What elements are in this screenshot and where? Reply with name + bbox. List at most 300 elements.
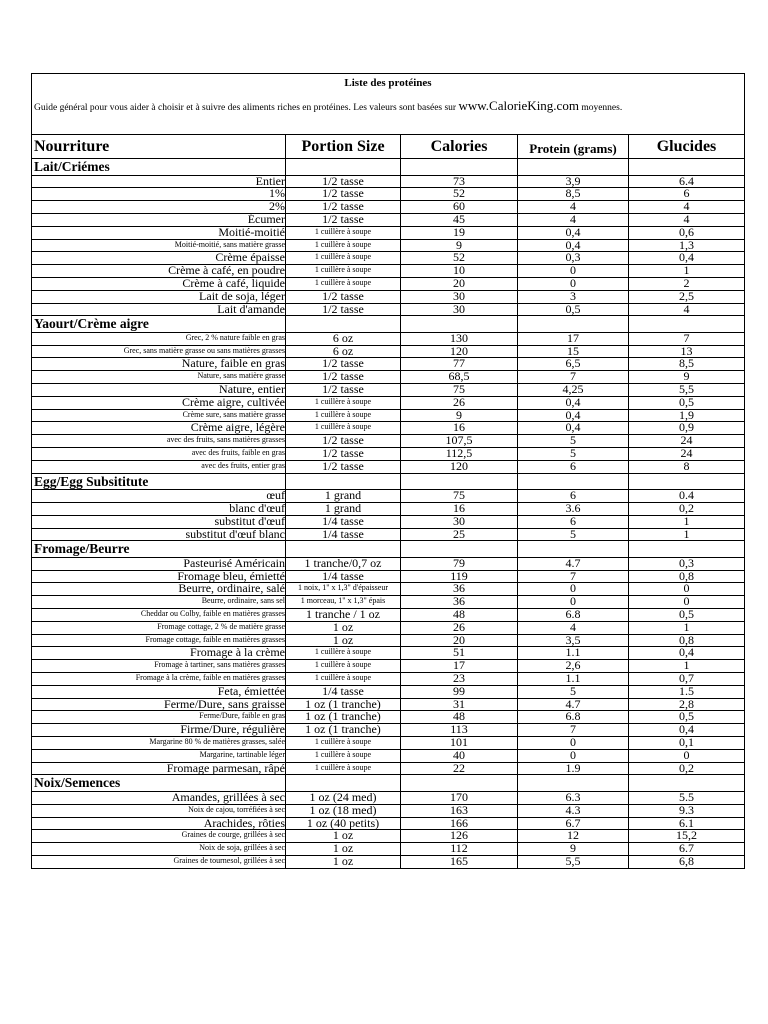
- protein-cell: 6.3: [565, 789, 581, 804]
- protein-cell: 0: [570, 263, 576, 278]
- carbs-cell: 1: [683, 263, 690, 278]
- portion-cell: 1 oz (40 petits): [306, 815, 380, 830]
- header-bottom-rule: [32, 158, 744, 159]
- portion-cell: 1 cuillère à soupe: [314, 226, 372, 236]
- protein-cell: 0,4: [565, 394, 581, 409]
- food-cell: Moitié-moitié: [218, 224, 285, 239]
- table-row: [32, 489, 744, 502]
- food-cell: avec des fruits, faible en gras: [191, 448, 285, 457]
- table-row: [32, 515, 744, 528]
- carbs-cell: 1.5: [679, 683, 694, 698]
- protein-cell: 2,6: [565, 658, 581, 673]
- table-row: [32, 557, 744, 570]
- portion-cell: 1/2 tasse: [322, 458, 364, 473]
- portion-cell: 1 oz (1 tranche): [305, 696, 381, 711]
- carbs-cell: 0,4: [679, 645, 694, 660]
- header-calories: Calories: [430, 138, 488, 155]
- carbs-cell: 0: [683, 747, 690, 762]
- calories-cell: 20: [453, 275, 465, 290]
- calories-cell: 45: [453, 211, 465, 226]
- portion-cell: 1 oz: [332, 841, 354, 856]
- carbs-cell: 6.1: [679, 815, 694, 830]
- portion-cell: 1 cuillère à soupe: [314, 409, 372, 419]
- table-row: [32, 646, 744, 659]
- protein-cell: 4: [570, 619, 576, 634]
- food-cell: Crème sure, sans matière grasse: [182, 409, 285, 419]
- protein-cell: 5: [570, 446, 576, 460]
- section-title: Noix/Semences: [34, 775, 121, 791]
- calories-cell: 130: [450, 330, 468, 345]
- calories-cell: 17: [453, 658, 465, 673]
- table-row: [32, 396, 744, 409]
- header-top-rule: [32, 134, 744, 135]
- table-row: [32, 213, 744, 226]
- carbs-cell: 1: [683, 526, 690, 541]
- carbs-cell: 0,2: [679, 500, 694, 515]
- carbs-cell: 24: [680, 433, 693, 448]
- table-row: [32, 303, 744, 316]
- table-row: [32, 460, 744, 473]
- protein-cell: 0: [570, 275, 576, 290]
- calories-cell: 126: [450, 828, 468, 843]
- food-cell: substitut d'œuf: [214, 513, 285, 528]
- table-row: [32, 239, 744, 252]
- carbs-cell: 8,5: [679, 356, 694, 371]
- calories-cell: 120: [450, 458, 468, 473]
- protein-cell: 4.7: [565, 696, 581, 711]
- header-portion: Portion Size: [301, 138, 385, 155]
- portion-cell: 6 oz: [332, 343, 354, 358]
- table-row: [32, 842, 744, 855]
- protein-cell: 1.1: [565, 645, 581, 660]
- table-row: [32, 698, 744, 711]
- table-row: [32, 710, 744, 723]
- protein-cell: 5: [570, 683, 576, 698]
- food-cell: Cheddar ou Colby, faible en matières grasses: [140, 609, 285, 618]
- portion-cell: 1 oz (18 med): [309, 802, 377, 817]
- food-cell: Arachides, rôties: [203, 815, 285, 830]
- calories-cell: 166: [450, 815, 468, 830]
- protein-cell: 3.6: [565, 500, 581, 515]
- protein-cell: 7: [570, 568, 576, 583]
- protein-cell: 6,5: [565, 356, 581, 371]
- carbs-cell: 6.4: [679, 173, 694, 188]
- calories-cell: 112: [450, 841, 468, 856]
- carbs-cell: 6: [683, 186, 690, 201]
- food-cell: Crème à café, en poudre: [168, 263, 285, 278]
- food-cell: Pasteurisé Américain: [183, 555, 285, 570]
- portion-cell: 1 cuillère à soupe: [314, 422, 372, 432]
- protein-cell: 5,5: [565, 853, 581, 868]
- calories-cell: 30: [453, 513, 465, 528]
- carbs-cell: 1: [683, 513, 690, 528]
- carbs-cell: 0.4: [679, 488, 694, 503]
- food-cell: Beurre, ordinaire, sans sel: [201, 596, 285, 606]
- food-cell: Nature, entier: [219, 382, 285, 396]
- carbs-cell: 4: [683, 211, 690, 226]
- food-cell: substitut d'œuf blanc: [185, 526, 285, 541]
- food-cell: Grec, 2 % nature faible en gras: [185, 332, 285, 342]
- calories-cell: 9: [456, 237, 462, 252]
- food-cell: Crème épaisse: [215, 250, 285, 265]
- carbs-cell: 13: [680, 343, 693, 358]
- carbs-cell: 0,9: [679, 420, 694, 435]
- food-cell: Grec, sans matière grasse ou sans matières grasses: [123, 345, 285, 355]
- food-cell: Crème à café, liquide: [182, 275, 285, 290]
- table-row: [32, 226, 744, 239]
- portion-cell: 1 cuillère à soupe: [314, 749, 372, 759]
- table-row: [32, 332, 744, 345]
- portion-cell: 1/2 tasse: [322, 288, 364, 303]
- food-cell: Crème aigre, légère: [190, 420, 285, 435]
- food-cell: Margarine 80 % de matières grasses, salée: [149, 737, 285, 746]
- carbs-cell: 0,8: [679, 568, 694, 583]
- calories-cell: 26: [453, 394, 465, 409]
- portion-cell: 1 morceau, 1" x 1,3" épais: [300, 596, 386, 606]
- portion-cell: 1 tranche / 1 oz: [306, 607, 380, 621]
- row-rule: [32, 868, 744, 869]
- protein-cell: 5: [570, 433, 576, 448]
- calories-cell: 112,5: [445, 446, 473, 460]
- table-row: [32, 502, 744, 515]
- table-row: [32, 409, 744, 422]
- portion-cell: 1 cuillère à soupe: [314, 673, 372, 682]
- food-cell: Ferme/Dure, faible en gras: [199, 711, 285, 721]
- portion-cell: 1/2 tasse: [322, 186, 364, 201]
- food-cell: Fromage à tartiner, sans matières grasses: [154, 660, 285, 670]
- table-row: [32, 357, 744, 370]
- calories-cell: 16: [453, 420, 465, 435]
- calories-cell: 52: [453, 250, 465, 265]
- calories-cell: 101: [450, 735, 468, 749]
- protein-cell: 6: [570, 458, 576, 473]
- table-row: [32, 582, 744, 595]
- column-rule: [285, 134, 286, 868]
- food-cell: Fromage à la crème: [190, 645, 285, 660]
- table-row: [32, 175, 744, 188]
- table-row: [32, 447, 744, 460]
- portion-cell: 1/2 tasse: [322, 211, 364, 226]
- food-cell: Lait de soja, léger: [199, 288, 285, 303]
- table-row: [32, 804, 744, 817]
- carbs-cell: 6.7: [679, 841, 694, 856]
- page-subtitle: [34, 98, 622, 114]
- carbs-cell: 15,2: [676, 828, 697, 843]
- table-row: [32, 672, 744, 685]
- calories-cell: 68,5: [448, 369, 470, 384]
- food-cell: Fromage parmesan, râpé: [166, 760, 285, 775]
- food-cell: Lait d'amande: [217, 301, 285, 316]
- carbs-cell: 2,5: [679, 288, 694, 303]
- portion-cell: 1 noix, 1" x 1,3" d'épaisseur: [298, 583, 388, 593]
- calories-cell: 107,5: [445, 433, 473, 448]
- food-cell: avec des fruits, entier gras: [201, 460, 285, 470]
- table-row: [32, 383, 744, 396]
- protein-cell: 3,9: [565, 173, 581, 188]
- calories-cell: 26: [453, 619, 465, 634]
- table-row: [32, 251, 744, 264]
- portion-cell: 1/4 tasse: [322, 568, 364, 583]
- protein-cell: 4.7: [565, 555, 581, 570]
- calories-cell: 73: [453, 173, 465, 188]
- carbs-cell: 0,7: [679, 671, 694, 685]
- table-row: [32, 434, 744, 447]
- portion-cell: 1 grand: [324, 500, 362, 515]
- calories-cell: 22: [453, 760, 465, 775]
- table-row: [32, 290, 744, 303]
- calories-cell: 31: [453, 696, 465, 711]
- carbs-cell: 0,4: [679, 250, 694, 265]
- carbs-cell: 5,5: [679, 382, 694, 396]
- calories-cell: 36: [453, 594, 465, 609]
- table-row: [32, 791, 744, 804]
- carbs-cell: 7: [683, 330, 690, 345]
- subtitle-text: Guide général pour vous aider à choisir et à suivre des aliments riches en protéines. Les valeurs sont basées sur: [34, 103, 459, 113]
- protein-cell: 1.1: [565, 671, 581, 685]
- carbs-cell: 9.3: [679, 802, 694, 817]
- row-rule: [32, 774, 744, 775]
- table-row: [32, 187, 744, 200]
- calories-cell: 75: [453, 488, 465, 503]
- protein-cell: 0: [570, 581, 576, 596]
- source-site: www.CalorieKing.com: [458, 98, 579, 113]
- table-row: [32, 855, 744, 868]
- protein-cell: 6: [570, 513, 576, 528]
- carbs-cell: 5.5: [679, 789, 694, 804]
- table-row: [32, 528, 744, 541]
- table-row: [32, 762, 744, 775]
- calories-cell: 99: [453, 683, 465, 698]
- protein-cell: 15: [567, 343, 579, 358]
- table-row: [32, 370, 744, 383]
- table-row: [32, 570, 744, 583]
- calories-cell: 9: [456, 407, 462, 422]
- protein-cell: 6.8: [565, 709, 581, 724]
- portion-cell: 1/2 tasse: [322, 369, 364, 384]
- food-cell: Moitié-moitié, sans matière grasse: [174, 239, 285, 249]
- calories-cell: 79: [453, 555, 465, 570]
- protein-cell: 6.8: [565, 607, 581, 621]
- portion-cell: 1 oz (1 tranche): [305, 722, 381, 737]
- food-cell: Noix de soja, grillées à sec: [199, 843, 285, 853]
- carbs-cell: 9: [683, 369, 690, 384]
- protein-cell: 7: [570, 369, 576, 384]
- protein-list-sheet: [31, 73, 745, 869]
- protein-cell: 12: [567, 828, 579, 843]
- carbs-cell: 0,5: [679, 394, 694, 409]
- table-row: [32, 723, 744, 736]
- food-cell: avec des fruits, sans matières grasses: [166, 435, 285, 445]
- portion-cell: 1 oz (24 med): [309, 789, 377, 804]
- portion-cell: 1 oz: [332, 619, 354, 634]
- calories-cell: 52: [453, 186, 465, 201]
- food-cell: Écumer: [247, 211, 285, 226]
- carbs-cell: 1: [683, 658, 690, 673]
- carbs-cell: 0: [683, 594, 690, 609]
- carbs-cell: 8: [683, 458, 690, 473]
- food-cell: Noix de cajou, torréfiées à sec: [188, 804, 285, 814]
- calories-cell: 120: [450, 343, 468, 358]
- protein-cell: 0,4: [565, 407, 581, 422]
- carbs-cell: 0,4: [679, 722, 694, 737]
- calories-cell: 48: [453, 709, 465, 724]
- table-row: [32, 608, 744, 621]
- food-cell: 1%: [269, 186, 285, 201]
- food-cell: Crème aigre, cultivée: [182, 394, 285, 409]
- calories-cell: 165: [450, 853, 468, 868]
- protein-cell: 0,4: [565, 420, 581, 435]
- table-row: [32, 817, 744, 830]
- portion-cell: 1/2 tasse: [322, 446, 364, 460]
- carbs-cell: 1: [683, 619, 690, 634]
- portion-cell: 1 cuillère à soupe: [314, 265, 372, 275]
- portion-cell: 1 cuillère à soupe: [314, 239, 372, 249]
- protein-cell: 6.7: [565, 815, 581, 830]
- protein-cell: 3: [570, 288, 576, 303]
- portion-cell: 1 grand: [324, 488, 362, 503]
- carbs-cell: 4: [683, 301, 690, 316]
- food-cell: Amandes, grillées à sec: [171, 789, 285, 804]
- carbs-cell: 0: [683, 581, 690, 596]
- calories-cell: 77: [453, 356, 465, 371]
- table-row: [32, 595, 744, 608]
- calories-cell: 51: [453, 645, 465, 660]
- portion-cell: 1/4 tasse: [322, 513, 364, 528]
- carbs-cell: 0,5: [679, 607, 694, 621]
- portion-cell: 1 oz (1 tranche): [305, 709, 381, 724]
- table-row: [32, 659, 744, 672]
- table-row: [32, 264, 744, 277]
- header-food: Nourriture: [34, 138, 110, 155]
- table-row: [32, 736, 744, 749]
- calories-cell: 163: [450, 802, 468, 817]
- protein-cell: 0,3: [565, 250, 581, 265]
- section-title: Yaourt/Crème aigre: [34, 316, 149, 332]
- portion-cell: 1 oz: [332, 853, 354, 868]
- food-cell: Graines de courge, grillées à sec: [181, 830, 285, 840]
- calories-cell: 25: [453, 526, 465, 541]
- portion-cell: 1 oz: [332, 632, 354, 647]
- portion-cell: 1 cuillère à soupe: [314, 762, 372, 772]
- portion-cell: 1/2 tasse: [322, 433, 364, 448]
- protein-cell: 0: [570, 594, 576, 609]
- portion-cell: 1/2 tasse: [322, 301, 364, 316]
- portion-cell: 1/2 tasse: [322, 199, 364, 214]
- protein-cell: 6: [570, 488, 576, 503]
- column-rule: [517, 134, 518, 868]
- carbs-cell: 24: [680, 446, 693, 460]
- table-row: [32, 749, 744, 762]
- calories-cell: 48: [453, 607, 465, 621]
- portion-cell: 6 oz: [332, 330, 354, 345]
- column-rule: [400, 134, 401, 868]
- portion-cell: 1 cuillère à soupe: [314, 252, 372, 262]
- food-cell: blanc d'œuf: [229, 500, 285, 515]
- food-cell: Fromage cottage, 2 % de matière grasse: [157, 621, 285, 631]
- table-row: [32, 829, 744, 842]
- table-row: [32, 200, 744, 213]
- calories-cell: 30: [453, 288, 465, 303]
- food-cell: Firme/Dure, régulière: [180, 722, 285, 737]
- food-cell: Graines de tournesol, grillées à sec: [173, 855, 285, 865]
- carbs-cell: 2,8: [679, 696, 694, 711]
- calories-cell: 20: [453, 632, 465, 647]
- protein-cell: 0: [570, 735, 576, 749]
- carbs-cell: 0,5: [679, 709, 694, 724]
- calories-cell: 23: [453, 671, 465, 685]
- portion-cell: 1/2 tasse: [322, 382, 364, 396]
- carbs-cell: 1,3: [679, 237, 694, 252]
- portion-cell: 1/4 tasse: [322, 526, 364, 541]
- portion-cell: 1 oz: [332, 828, 354, 843]
- protein-cell: 4: [570, 199, 576, 214]
- food-cell: Nature, sans matière grasse: [197, 371, 285, 381]
- portion-cell: 1 tranche/0,7 oz: [304, 555, 382, 570]
- section-title: Fromage/Beurre: [34, 541, 130, 557]
- calories-cell: 16: [453, 500, 465, 515]
- protein-cell: 4,25: [562, 382, 584, 396]
- protein-cell: 8,5: [565, 186, 581, 201]
- carbs-cell: 6,8: [679, 853, 694, 868]
- table-row: [32, 345, 744, 358]
- protein-cell: 5: [570, 526, 576, 541]
- carbs-cell: 2: [683, 275, 690, 290]
- food-cell: Ferme/Dure, sans graisse: [164, 696, 285, 711]
- protein-cell: 4.3: [565, 802, 581, 817]
- food-cell: Feta, émiettée: [217, 683, 285, 698]
- portion-cell: 1 cuillère à soupe: [314, 660, 372, 670]
- row-rule: [32, 540, 744, 541]
- protein-cell: 0: [570, 747, 576, 762]
- portion-cell: 1 cuillère à soupe: [314, 396, 372, 406]
- food-cell: Nature, faible en gras: [181, 356, 285, 371]
- carbs-cell: 0,8: [679, 632, 694, 647]
- protein-cell: 1.9: [565, 760, 581, 775]
- protein-cell: 3,5: [565, 632, 581, 647]
- calories-cell: 60: [453, 199, 465, 214]
- carbs-cell: 0,1: [679, 735, 694, 749]
- carbs-cell: 1,9: [679, 407, 694, 422]
- calories-cell: 113: [450, 722, 468, 737]
- calories-cell: 19: [453, 224, 465, 239]
- food-cell: Fromage à la crème, faible en matières grasses: [135, 673, 285, 682]
- carbs-cell: 4: [683, 199, 690, 214]
- portion-cell: 1/4 tasse: [322, 683, 364, 698]
- table-row: [32, 277, 744, 290]
- table-row: [32, 621, 744, 634]
- protein-cell: 0,4: [565, 224, 581, 239]
- food-cell: Fromage cottage, faible en matières grasses: [145, 634, 285, 644]
- calories-cell: 40: [453, 747, 465, 762]
- portion-cell: 1 cuillère à soupe: [314, 737, 372, 746]
- food-cell: Beurre, ordinaire, salé: [178, 581, 285, 596]
- protein-cell: 9: [570, 841, 576, 856]
- page-title: Liste des protéines: [344, 77, 432, 89]
- food-cell: œuf: [266, 488, 285, 503]
- calories-cell: 170: [450, 789, 468, 804]
- calories-cell: 119: [450, 568, 468, 583]
- calories-cell: 30: [453, 301, 465, 316]
- protein-cell: 0,5: [565, 301, 581, 316]
- protein-cell: 17: [567, 330, 579, 345]
- header-carbs: Glucides: [656, 138, 717, 155]
- food-cell: Entier: [255, 173, 285, 188]
- food-cell: 2%: [269, 199, 285, 214]
- section-title: Egg/Egg Subsititute: [34, 473, 149, 489]
- calories-cell: 10: [453, 263, 465, 278]
- section-title: Lait/Criémes: [34, 159, 110, 174]
- portion-cell: 1 cuillère à soupe: [314, 277, 372, 287]
